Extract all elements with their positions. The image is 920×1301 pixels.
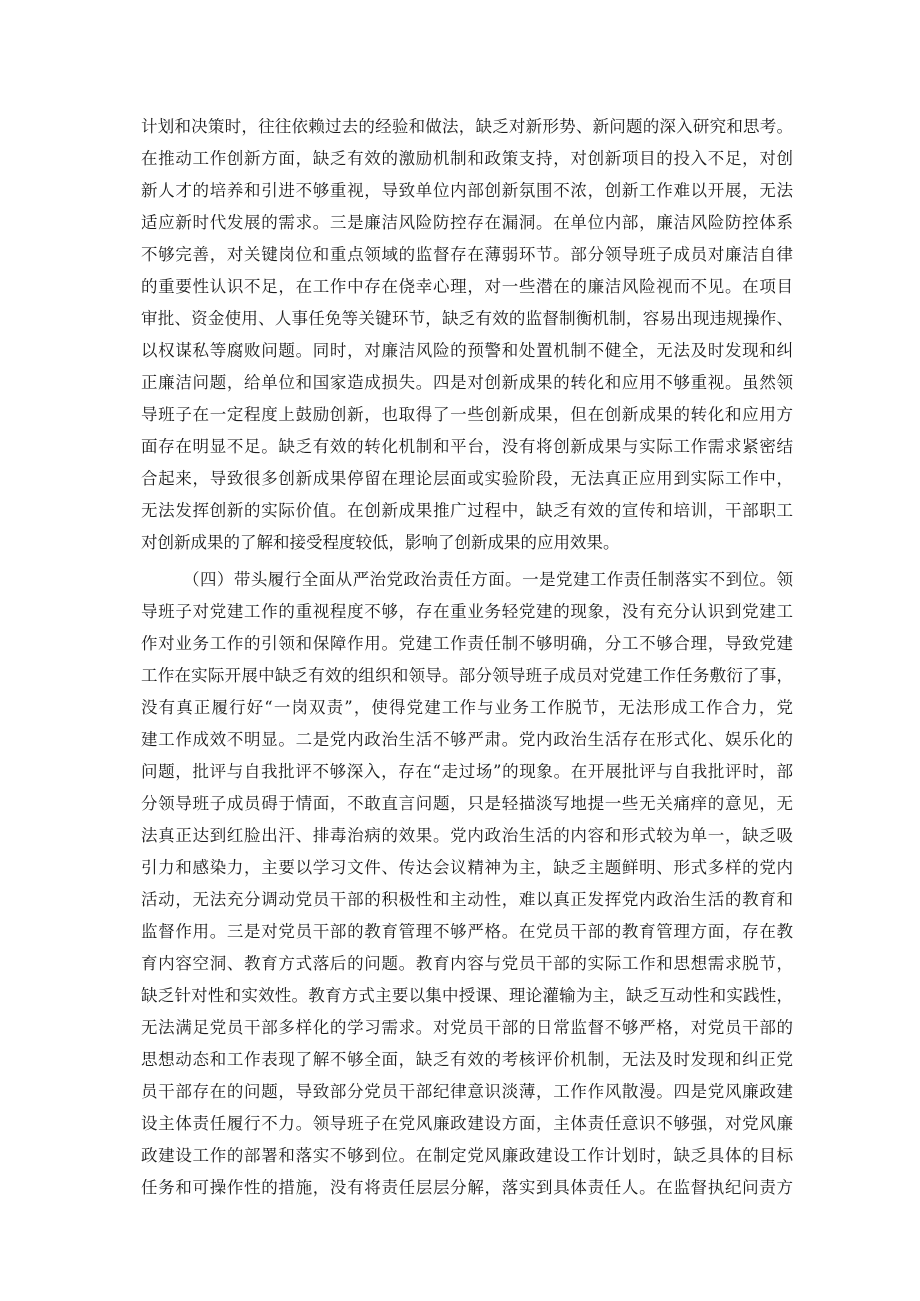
paragraph-2-line: 思想动态和工作表现了解不够全面，缺乏有效的考核评价机制，无法及时发现和纠正党 <box>141 1050 793 1069</box>
paragraph-2-line: 育内容空洞、教育方式落后的问题。教育内容与党员干部的实际工作和思想需求脱节， <box>141 954 793 973</box>
paragraph-2-line: 政建设工作的部署和落实不够到位。在制定党风廉政建设工作计划时，缺乏具体的目标 <box>141 1146 793 1165</box>
paragraph-2-line: （四）带头履行全面从严治党政治责任方面。一是党建工作责任制落实不到位。领 <box>183 570 793 589</box>
paragraph-2-line: 没有真正履行好“一岗双责”，使得党建工作与业务工作脱节，无法形成工作合力，党 <box>141 698 793 717</box>
paragraph-2-line: 设主体责任履行不力。领导班子在党风廉政建设方面，主体责任意识不够强，对党风廉 <box>141 1114 793 1133</box>
paragraph-2-line: 工作在实际开展中缺乏有效的组织和领导。部分领导班子成员对党建工作任务敷衍了事， <box>141 666 793 685</box>
paragraph-1-line: 审批、资金使用、人事任免等关键环节，缺乏有效的监督制衡机制，容易出现违规操作、 <box>141 309 793 328</box>
paragraph-2-line: 无法满足党员干部多样化的学习需求。对党员干部的日常监督不够严格，对党员干部的 <box>141 1018 793 1037</box>
paragraph-1-line: 在推动工作创新方面，缺乏有效的激励机制和政策支持，对创新项目的投入不足，对创 <box>141 149 793 168</box>
paragraph-2-line: 活动，无法充分调动党员干部的积极性和主动性，难以真正发挥党内政治生活的教育和 <box>141 890 793 909</box>
paragraph-2-line: 引力和感染力，主要以学习文件、传达会议精神为主，缺乏主题鲜明、形式多样的党内 <box>141 858 793 877</box>
paragraph-1-line: 计划和决策时，往往依赖过去的经验和做法，缺乏对新形势、新问题的深入研究和思考。 <box>141 117 793 136</box>
paragraph-2-line: 法真正达到红脸出汗、排毒治病的效果。党内政治生活的内容和形式较为单一，缺乏吸 <box>141 826 793 845</box>
paragraph-2-line: 监督作用。三是对党员干部的教育管理不够严格。在党员干部的教育管理方面，存在教 <box>141 922 793 941</box>
paragraph-1-line: 正廉洁问题，给单位和国家造成损失。四是对创新成果的转化和应用不够重视。虽然领 <box>141 373 793 392</box>
paragraph-2-line: 问题，批评与自我批评不够深入，存在“走过场”的现象。在开展批评与自我批评时，部 <box>141 762 793 781</box>
paragraph-2-line: 员干部存在的问题，导致部分党员干部纪律意识淡薄，工作作风散漫。四是党风廉政建 <box>141 1082 793 1101</box>
paragraph-2-line: 任务和可操作性的措施，没有将责任层层分解，落实到具体责任人。在监督执纪问责方 <box>141 1178 793 1197</box>
paragraph-1-line: 对创新成果的了解和接受程度较低，影响了创新成果的应用效果。 <box>141 533 620 552</box>
paragraph-1-line: 导班子在一定程度上鼓励创新，也取得了一些创新成果，但在创新成果的转化和应用方 <box>141 405 793 424</box>
paragraph-1-line: 不够完善，对关键岗位和重点领域的监督存在薄弱环节。部分领导班子成员对廉洁自律 <box>141 245 793 264</box>
paragraph-2-line: 建工作成效不明显。二是党内政治生活不够严肃。党内政治生活存在形式化、娱乐化的 <box>141 730 793 749</box>
paragraph-2-line: 分领导班子成员碍于情面，不敢直言问题，只是轻描淡写地提一些无关痛痒的意见，无 <box>141 794 793 813</box>
paragraph-1-line: 以权谋私等腐败问题。同时，对廉洁风险的预警和处置机制不健全，无法及时发现和纠 <box>141 341 793 360</box>
paragraph-1-line: 适应新时代发展的需求。三是廉洁风险防控存在漏洞。在单位内部，廉洁风险防控体系 <box>141 213 793 232</box>
paragraph-1-line: 的重要性认识不足，在工作中存在侥幸心理，对一些潜在的廉洁风险视而不见。在项目 <box>141 277 793 296</box>
paragraph-1-line: 合起来，导致很多创新成果停留在理论层面或实验阶段，无法真正应用到实际工作中， <box>141 469 793 488</box>
paragraph-2-line: 导班子对党建工作的重视程度不够，存在重业务轻党建的现象，没有充分认识到党建工 <box>141 602 793 621</box>
paragraph-1-line: 新人才的培养和引进不够重视，导致单位内部创新氛围不浓，创新工作难以开展，无法 <box>141 181 793 200</box>
paragraph-2-line: 缺乏针对性和实效性。教育方式主要以集中授课、理论灌输为主，缺乏互动性和实践性， <box>141 986 793 1005</box>
paragraph-1-line: 无法发挥创新的实际价值。在创新成果推广过程中，缺乏有效的宣传和培训，干部职工 <box>141 501 793 520</box>
paragraph-1-line: 面存在明显不足。缺乏有效的转化机制和平台，没有将创新成果与实际工作需求紧密结 <box>141 437 793 456</box>
paragraph-2-line: 作对业务工作的引领和保障作用。党建工作责任制不够明确，分工不够合理，导致党建 <box>141 634 793 653</box>
